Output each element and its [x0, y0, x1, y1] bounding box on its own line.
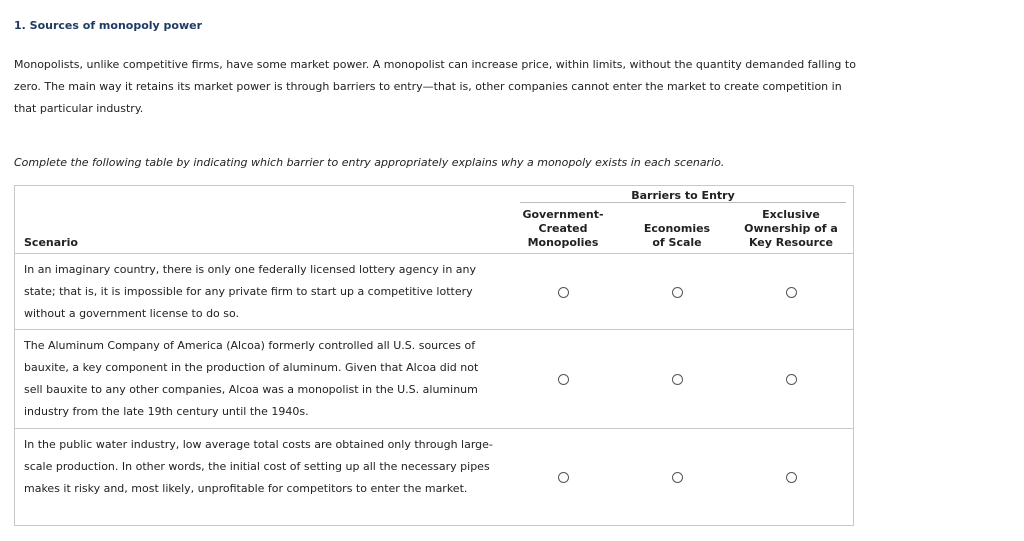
column-header-exclusive-ownership	[733, 208, 849, 250]
column-header-line: Created	[538, 222, 588, 235]
radio-lottery-economies-of-scale[interactable]	[672, 287, 683, 298]
group-header-rule	[520, 202, 846, 203]
radio-lottery-exclusive-ownership[interactable]	[786, 287, 797, 298]
column-header-line: Ownership of a	[744, 222, 838, 235]
column-header-line: Monopolies	[527, 236, 599, 249]
barriers-table	[14, 185, 854, 526]
question-title: 1. Sources of monopoly power	[14, 19, 203, 32]
radio-water-exclusive-ownership[interactable]	[786, 472, 797, 483]
column-header-line: Government-	[522, 208, 604, 221]
column-header-government-created-monopolies	[513, 208, 613, 250]
radio-alcoa-economies-of-scale[interactable]	[672, 374, 683, 385]
radio-lottery-government-created[interactable]	[558, 287, 569, 298]
scenario-column-header: Scenario	[24, 236, 78, 249]
row-divider	[15, 428, 853, 429]
column-header-economies-of-scale	[627, 222, 727, 250]
radio-water-economies-of-scale[interactable]	[672, 472, 683, 483]
column-header-line: of Scale	[652, 236, 702, 249]
row-divider	[15, 329, 853, 330]
scenario-text-alcoa: The Aluminum Company of America (Alcoa) formerly controlled all U.S. sources of bauxite, a key component in the production of aluminum. Given that Alcoa did not sell bauxite to any other companies, Alcoa was a monopolist in the U.S. aluminum industry from the late 19th century until the 1940s.	[24, 339, 479, 418]
radio-water-government-created[interactable]	[558, 472, 569, 483]
column-header-line: Economies	[643, 222, 711, 235]
table-instruction: Complete the following table by indicating which barrier to entry appropriately explains why a monopoly exists in each scenario.	[14, 156, 725, 169]
scenario-text-water: In the public water industry, low average total costs are obtained only through large-scale production. In other words, the initial cost of setting up all the necessary pipes makes it risky and, most likely, unprofitable for competitors to enter the market.	[24, 438, 493, 495]
column-header-line: Exclusive	[762, 208, 820, 221]
question-intro: Monopolists, unlike competitive firms, have some market power. A monopolist can increase price, within limits, without the quantity demanded falling to zero. The main way it retains its market power is through barriers to entry—that is, other companies cannot enter the market to create competition in that particular industry.	[14, 58, 856, 115]
column-header-line: Key Resource	[748, 236, 834, 249]
radio-alcoa-exclusive-ownership[interactable]	[786, 374, 797, 385]
scenario-text-lottery: In an imaginary country, there is only one federally licensed lottery agency in any state; that is, it is impossible for any private firm to start up a competitive lottery without a government license to do so.	[24, 263, 477, 320]
radio-alcoa-government-created[interactable]	[558, 374, 569, 385]
barriers-to-entry-header: Barriers to Entry	[631, 189, 735, 202]
header-divider	[15, 253, 853, 254]
